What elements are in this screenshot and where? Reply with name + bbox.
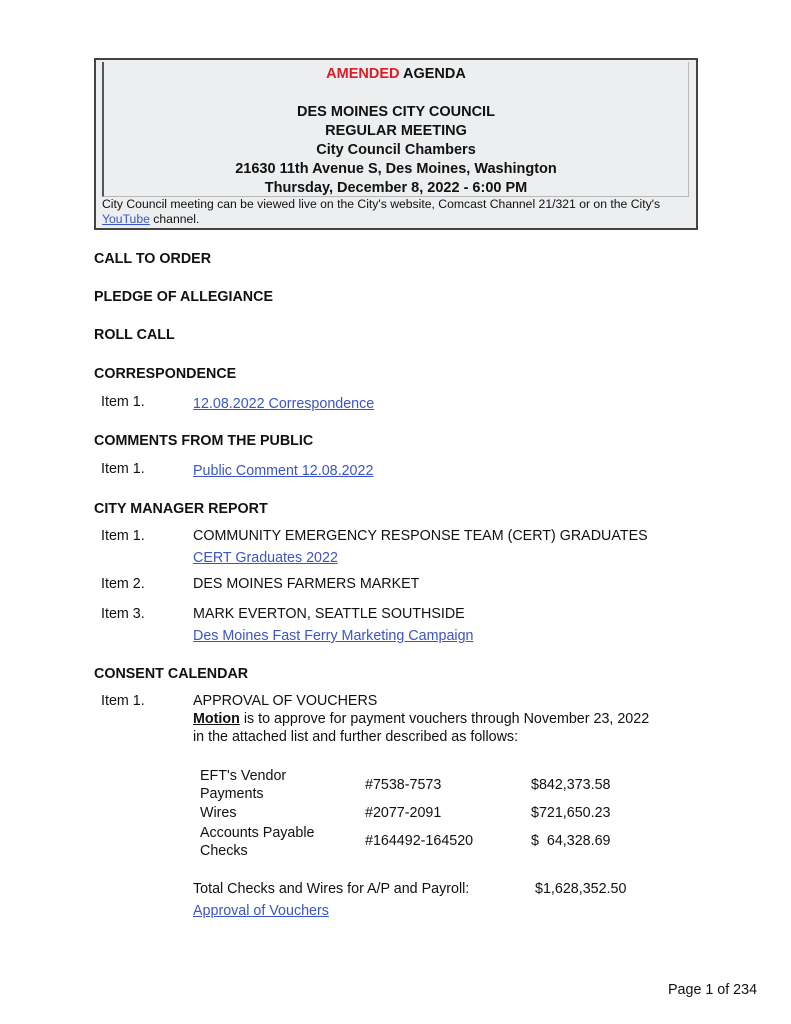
voucher-amount: $721,650.23 [531,805,611,821]
motion-line [193,711,649,727]
item-number: Item 1. [101,461,145,477]
agenda-title [104,66,688,82]
page-number: Page 1 of 234 [668,982,758,998]
voucher-amount: $ 64,328.69 [531,833,611,849]
section-call-to-order: CALL TO ORDER [94,251,212,267]
viewing-note [102,197,692,227]
correspondence-link[interactable]: 12.08.2022 Correspondence [193,396,375,412]
section-public-comments: COMMENTS FROM THE PUBLIC [94,433,314,449]
item-title: DES MOINES FARMERS MARKET [193,576,420,592]
viewing-note-end: channel. [153,212,200,226]
voucher-amount: $842,373.58 [531,777,611,793]
section-correspondence: CORRESPONDENCE [94,366,237,382]
item-title: MARK EVERTON, SEATTLE SOUTHSIDE [193,606,465,622]
motion-text-continued: in the attached list and further described as follows: [193,729,519,745]
item-number: Item 3. [101,606,145,622]
voucher-label: Checks [200,843,248,859]
motion-label: Motion [193,711,240,727]
section-city-manager-report: CITY MANAGER REPORT [94,501,268,517]
agenda-title-block [102,62,689,197]
meeting-address: 21630 11th Avenue S, Des Moines, Washington [235,161,557,177]
item-number: Item 1. [101,528,145,544]
voucher-range: #164492-164520 [365,833,474,849]
voucher-range: #7538-7573 [365,777,442,793]
item-title: COMMUNITY EMERGENCY RESPONSE TEAM (CERT) GRADUATES [193,528,648,544]
section-pledge: PLEDGE OF ALLEGIANCE [94,289,273,305]
public-comment-link[interactable]: Public Comment 12.08.2022 [193,463,374,479]
viewing-note-text: City Council meeting can be viewed live on the City's website, Comcast Channel 21/321 or on the City's [102,197,661,211]
item-number: Item 1. [101,693,145,709]
item-number: Item 2. [101,576,145,592]
council-name: DES MOINES CITY COUNCIL [297,104,495,120]
voucher-label: EFT's Vendor [200,768,287,784]
amended-label: AMENDED [326,66,400,82]
meeting-location: City Council Chambers [316,142,476,158]
section-roll-call: ROLL CALL [94,327,175,343]
agenda-header-box [94,58,698,230]
total-amount: $1,628,352.50 [535,881,627,897]
section-consent-calendar: CONSENT CALENDAR [94,666,249,682]
voucher-label: Accounts Payable [200,825,315,841]
fast-ferry-link[interactable]: Des Moines Fast Ferry Marketing Campaign [193,628,474,644]
voucher-label: Payments [200,786,264,802]
total-label: Total Checks and Wires for A/P and Payroll: [193,881,470,897]
cert-graduates-link[interactable]: CERT Graduates 2022 [193,550,338,566]
meeting-type: REGULAR MEETING [325,123,467,139]
voucher-label: Wires [200,805,237,821]
voucher-range: #2077-2091 [365,805,442,821]
item-title: APPROVAL OF VOUCHERS [193,693,378,709]
agenda-label: AGENDA [402,66,466,82]
motion-text: is to approve for payment vouchers through November 23, 2022 [243,711,650,727]
approval-of-vouchers-link[interactable]: Approval of Vouchers [193,903,329,919]
meeting-datetime: Thursday, December 8, 2022 - 6:00 PM [264,180,528,196]
youtube-link[interactable]: YouTube [102,212,150,226]
item-number: Item 1. [101,394,145,410]
